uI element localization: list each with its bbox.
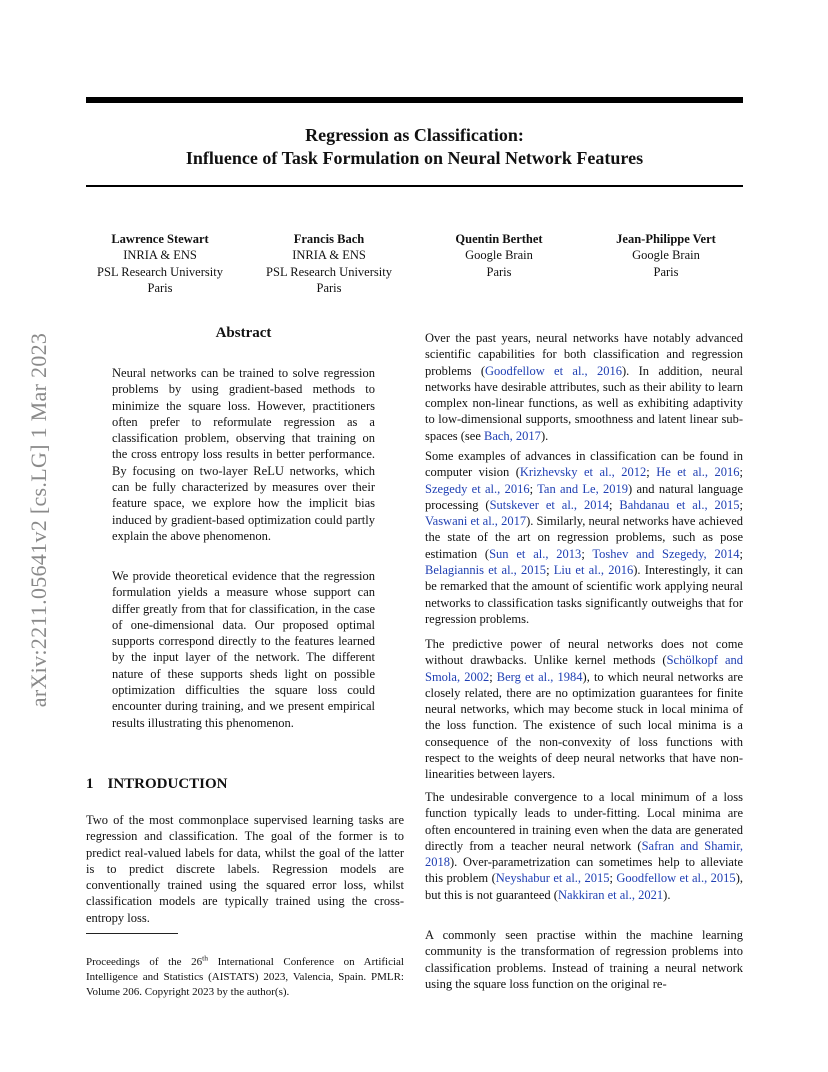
section-heading — [86, 776, 228, 793]
title-bottom-rule — [86, 185, 743, 187]
author-name: Quentin Berthet — [455, 232, 543, 246]
intro-paragraph: Two of the most commonplace supervised learning tasks are regression and classification. The goal of the former is to predict real-valued labels for data, whilst the goal of the latter is to predict discrete labels. Regression models are conventionally trained using the squared error loss, whilst classification models are typically trained using the cross-entropy loss. — [86, 813, 404, 925]
citation-link[interactable]: Toshev and Szegedy, 2014 — [592, 546, 740, 561]
citation-link[interactable]: Sutskever et al., 2014 — [489, 497, 609, 512]
author-block — [576, 231, 756, 280]
footnote-rule — [86, 933, 178, 934]
citation-link[interactable]: Bahdanau et al., 2015 — [619, 497, 740, 512]
author-block — [70, 231, 250, 296]
author-affiliation: Google Brain — [632, 248, 700, 263]
citation-link[interactable]: Szegedy et al., 2016 — [425, 481, 530, 496]
paper-title-line1: Regression as Classification: — [305, 125, 524, 145]
citation-link[interactable]: Goodfellow et al., 2016 — [485, 363, 622, 378]
citation-link[interactable]: Tan and Le, 2019 — [537, 481, 629, 496]
author-affiliation: INRIA & ENS — [292, 248, 366, 263]
citation-link[interactable]: Neyshabur et al., 2015 — [495, 871, 610, 886]
author-block — [239, 231, 419, 296]
section-number: 1 — [86, 776, 94, 792]
author-affiliation: PSL Research University — [266, 264, 392, 279]
citation-link[interactable]: Bach, 2017 — [484, 428, 541, 443]
arxiv-id: arXiv:2211.05641v2 [cs.LG] 1 Mar 2023 — [26, 332, 51, 708]
author-block — [409, 231, 589, 280]
author-affiliation: Paris — [653, 264, 679, 279]
author-affiliation: PSL Research University — [97, 264, 223, 279]
citation-link[interactable]: Nakkiran et al., 2021 — [557, 887, 664, 902]
citation-link[interactable]: Sun et al., 2013 — [489, 546, 582, 561]
body-paragraph: A commonly seen practise within the machine learning community is the transformation of regression problems into classification problems. Instead of training a neural network using the square loss function on the original re- — [425, 928, 743, 991]
author-affiliation: Paris — [486, 264, 512, 279]
arxiv-sidebar-stamp — [17, 290, 61, 750]
paper-title-line2: Influence of Task Formulation on Neural Network Features — [185, 148, 644, 168]
author-name: Lawrence Stewart — [111, 232, 209, 246]
author-affiliation: Google Brain — [465, 248, 533, 263]
body-paragraph: The undesirable convergence to a local minimum of a loss function typically leads to under-fitting. Local minima are often encountered in training even when the data are generated directly from a teacher neural network (Safran and Shamir, 2018). Over-parametrization can sometimes help to alleviate this problem (Neyshabur et al., 2015; Goodfellow et al., 2015), but this is not guaranteed (Nakkiran et al., 2021). — [425, 790, 743, 902]
citation-link[interactable]: Safran and Shamir, 2018 — [425, 838, 743, 870]
section-title: INTRODUCTION — [107, 776, 228, 792]
author-affiliation: Paris — [316, 280, 342, 295]
citation-link[interactable]: Liu et al., 2016 — [553, 563, 634, 578]
citation-link[interactable]: He et al., 2016 — [656, 465, 740, 480]
citation-link[interactable]: Vaswani et al., 2017 — [425, 514, 527, 529]
abstract-paragraph: We provide theoretical evidence that the regression formulation yields a measure whose support can differ greatly from that for classification, in the case of one-dimensional data. Our proposed optimal supports correspond directly to the features learned by the input layer of the network. The different nature of these supports sheds light on possible optimization difficulties the square loss could encounter during training, and we present empirical results illustrating this phenomenon. — [112, 569, 375, 730]
citation-link[interactable]: Belagiannis et al., 2015 — [425, 563, 547, 578]
body-paragraph: Some examples of advances in classification can be found in computer vision (Krizhevsky et al., 2012; He et al., 2016; Szegedy et al., 2016; Tan and Le, 2019) and natural language processing (Sutskever et al., 2014; Bahdanau et al., 2015; Vaswani et al., 2017). Similarly, neural networks have achieved the state of the art on regression problems, such as pose estimation (Sun et al., 2013; Toshev and Szegedy, 2014; Belagiannis et al., 2015; Liu et al., 2016). Interestingly, it can be remarked that the amount of scientific work applying neural networks to classification tasks significantly outweighs that for regression problems. — [425, 449, 744, 626]
author-name: Francis Bach — [293, 232, 365, 246]
abstract-heading: Abstract — [215, 325, 272, 341]
author-affiliation: Paris — [147, 280, 173, 295]
citation-link[interactable]: Goodfellow et al., 2015 — [616, 871, 736, 886]
author-affiliation: INRIA & ENS — [123, 248, 197, 263]
citation-link[interactable]: Krizhevsky et al., 2012 — [519, 465, 647, 480]
citation-link[interactable]: Schölkopf and Smola, 2002 — [425, 653, 743, 684]
author-name: Jean-Philippe Vert — [616, 232, 716, 246]
body-paragraph: The predictive power of neural networks does not come without drawbacks. Unlike kernel methods (Schölkopf and Smola, 2002; Berg et al., 1984), to which neural networks are closely related, there are no optimization guarantees for finite neural networks, which may become stuck in local minima of the loss function. The existence of such local minima is a consequence of the non-convexity of loss functions with respect to the weights of deep neural networks that have non-linearities between layers. — [425, 637, 743, 782]
title-top-rule — [86, 97, 743, 103]
footnote: Proceedings of the 26th International Conference on Artificial Intelligence and Statistics (AISTATS) 2023, Valencia, Spain. PMLR: Volume 206. Copyright 2023 by the author(s). — [86, 953, 404, 998]
body-paragraph: Over the past years, neural networks have notably advanced scientific capabilities for both classification and regression problems (Goodfellow et al., 2016). In addition, neural networks have desirable attributes, such as their ability to learn complex non-linear functions, as well as exhibiting adaptivity to low-dimensional supports, smoothness and latent linear sub-spaces (see Bach, 2017). — [425, 331, 743, 443]
citation-link[interactable]: Berg et al., 1984 — [496, 669, 583, 684]
abstract-paragraph: Neural networks can be trained to solve regression problems by using gradient-based methods to minimize the square loss. However, practitioners often prefer to reformulate regression as a classification problem, observing that training on the cross entropy loss results in better performance. By focusing on two-layer ReLU networks, which can be fully characterized by measures over their feature space, we explore how the implicit bias induced by gradient-based optimization could partly explain the above phenomenon. — [112, 366, 375, 543]
